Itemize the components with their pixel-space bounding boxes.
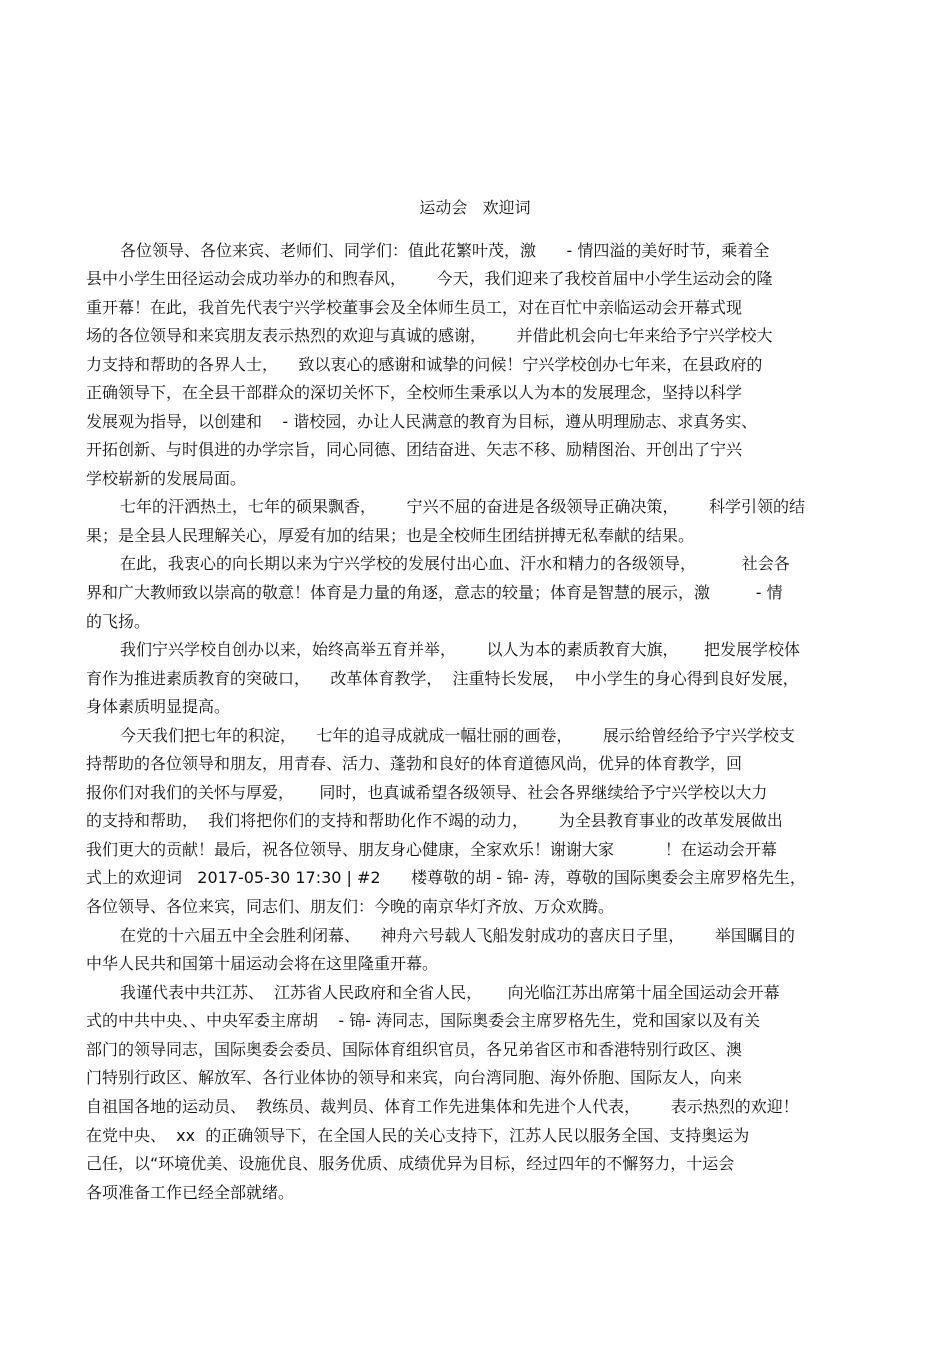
paragraph-line: 各项准备工作已经全部就绪。 — [86, 1183, 295, 1202]
paragraph-line: 今天我们把七年的积淀， 七年的追寻成就成一幅壮丽的画卷， 展示给曾经给予宁兴学校支 — [120, 726, 795, 745]
paragraph-line: 学校崭新的发展局面。 — [86, 469, 247, 488]
paragraph-line: 门特别行政区、解放军、各行业体协的领导和来宾，向台湾同胞、海外侨胞、国际友人，向来 — [86, 1068, 743, 1087]
paragraph-line: 我谨代表中共江苏、 江苏省人民政府和全省人民， 向光临江苏出席第十届全国运动会开幕 — [120, 983, 780, 1002]
paragraph-line: 在党中央、 xx 的正确领导下，在全国人民的关心支持下，江苏人民以服务全国、支持奥运为 — [86, 1126, 750, 1145]
paragraph-line: 部门的领导同志，国际奥委会委员、国际体育组织官员，各兄弟省区市和香港特别行政区、澳 — [86, 1040, 743, 1059]
paragraph-line: 我们更大的贡献！最后，祝各位领导、朋友身心健康，全家欢乐！谢谢大家 ！在运动会开幕 — [86, 840, 777, 859]
document-title: 运动会 欢迎词 — [419, 198, 531, 217]
paragraph-line: 力支持和帮助的各界人士， 致以衷心的感谢和诚挚的问候！宁兴学校创办七年来，在县政府的 — [86, 355, 763, 374]
paragraph-line: 界和广大教师致以崇高的敬意！体育是力量的角逐，意志的较量；体育是智慧的展示，激 - 情 — [86, 583, 783, 602]
paragraph-line: 的飞扬。 — [86, 612, 151, 631]
paragraph-line: 式的中共中央、、中央军委主席胡 - 锦- 涛同志，国际奥委会主席罗格先生，党和国家以及有关 — [86, 1011, 761, 1030]
paragraph-line: 的支持和帮助， 我们将把你们的支持和帮助化作不竭的动力， 为全县教育事业的改革发展做出 — [86, 811, 783, 830]
paragraph-line: 育作为推进素质教育的突破口， 改革体育教学， 注重特长发展， 中小学生的身心得到良好发展， — [86, 669, 799, 688]
paragraph-line: 式上的欢迎词 2017-05-30 17:30 | #2 楼尊敬的胡 - 锦- 涛，尊敬的国际奥委会主席罗格先生， — [86, 868, 806, 887]
paragraph-line: 报你们对我们的关怀与厚爱， 同时，也真诚希望各级领导、社会各界继续给予宁兴学校以大力 — [86, 783, 768, 802]
paragraph-line: 在此，我衷心的向长期以来为宁兴学校的发展付出心血、汗水和精力的各级领导， 社会各 — [120, 554, 790, 573]
paragraph-line: 开拓创新、与时俱进的办学宗旨，同心同德、团结奋进、矢志不移、励精图治、开创出了宁兴 — [86, 440, 743, 459]
paragraph-line: 自祖国各地的运动员、 教练员、裁判员、体育工作先进集体和先进个人代表， 表示热烈的欢迎！ — [86, 1097, 799, 1116]
paragraph-line: 发展观为指导，以创建和 - 谐校园，办让人民满意的教育为目标，遵从明理励志、求真务实、 — [86, 412, 758, 431]
paragraph-line: 己任，以“环境优美、设施优良、服务优质、成绩优异为目标，经过四年的不懈努力，十运会 — [86, 1154, 735, 1173]
paragraph-line: 场的各位领导和来宾朋友表示热烈的欢迎与真诚的感谢， 并借此机会向七年来给予宁兴学校大 — [86, 326, 773, 345]
paragraph-line: 持帮助的各位领导和朋友，用青春、活力、蓬勃和良好的体育道德风尚，优异的体育教学，回 — [86, 754, 743, 773]
paragraph-line: 中华人民共和国第十届运动会将在这里隆重开幕。 — [86, 954, 439, 973]
paragraph-line: 正确领导下，在全县干部群众的深切关怀下，全校师生秉承以人为本的发展理念，坚持以科学 — [86, 383, 743, 402]
paragraph-line: 重开幕！在此，我首先代表宁兴学校董事会及全体师生员工，对在百忙中亲临运动会开幕式现 — [86, 298, 743, 317]
paragraph-line: 我们宁兴学校自创办以来，始终高举五育并举， 以人为本的素质教育大旗， 把发展学校体 — [120, 640, 800, 659]
paragraph-line: 身体素质明显提高。 — [86, 697, 231, 716]
paragraph-line: 各位领导、各位来宾、老师们、同学们：值此花繁叶茂，激 - 情四溢的美好时节，乘着全 — [120, 241, 770, 260]
paragraph-line: 县中小学生田径运动会成功举办的和煦春风， 今天，我们迎来了我校首届中小学生运动会的隆 — [86, 269, 773, 288]
paragraph-line: 七年的汗洒热土，七年的硕果飘香， 宁兴不屈的奋进是各级领导正确决策， 科学引领的结 — [120, 497, 806, 516]
paragraph-line: 果；是全县人民理解关心，厚爱有加的结果；也是全校师生团结拼搏无私奉献的结果。 — [86, 526, 695, 545]
paragraph-line: 各位领导、各位来宾，同志们、朋友们：今晚的南京华灯齐放、万众欢腾。 — [86, 897, 615, 916]
paragraph-line: 在党的十六届五中全会胜利闭幕、 神舟六号载人飞船发射成功的喜庆日子里， 举国瞩目的 — [120, 926, 795, 945]
